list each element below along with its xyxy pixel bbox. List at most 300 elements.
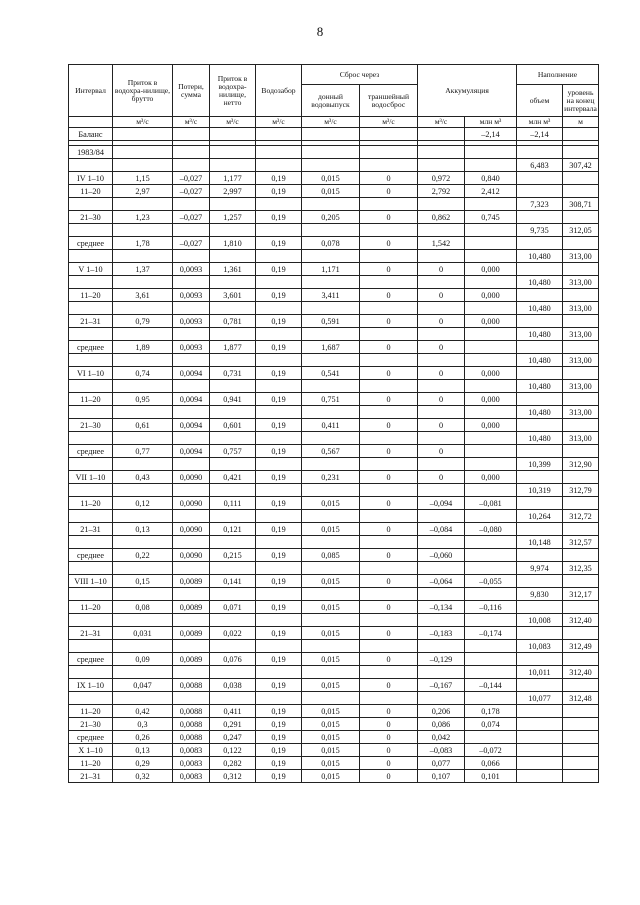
cell-level: 313,00 — [563, 328, 599, 341]
cell-volume-empty — [517, 172, 563, 185]
fill-row — [69, 198, 599, 211]
cell-empty — [256, 458, 302, 471]
cell-spillway: 0 — [360, 770, 418, 783]
cell-bottom-outlet: 3,411 — [302, 289, 360, 302]
unit-volume: млн м³ — [517, 117, 563, 128]
cell-empty — [69, 406, 113, 419]
cell-empty — [173, 224, 210, 237]
cell-empty — [465, 406, 517, 419]
cell-bottom-outlet: 0,015 — [302, 731, 360, 744]
unit-accum-vol: млн м³ — [465, 117, 517, 128]
cell-empty — [113, 640, 173, 653]
cell-inflow-net: 2,997 — [210, 185, 256, 198]
cell-interval: 11–20 — [69, 757, 113, 770]
cell-losses: 0,0093 — [173, 315, 210, 328]
cell-spillway: 0 — [360, 497, 418, 510]
cell-accum-flow: 0,862 — [418, 211, 465, 224]
cell-empty — [210, 614, 256, 627]
cell-losses: 0,0088 — [173, 679, 210, 692]
page-number: 8 — [316, 24, 324, 39]
cell-empty — [69, 458, 113, 471]
cell-withdrawal: 0,19 — [256, 341, 302, 354]
cell-volume-empty — [517, 237, 563, 250]
cell-spillway: 0 — [360, 393, 418, 406]
header-withdrawal: Водозабор — [256, 65, 302, 117]
cell-volume: 10,319 — [517, 484, 563, 497]
cell-losses: 0,0093 — [173, 263, 210, 276]
fill-row — [69, 614, 599, 627]
table-row — [69, 770, 599, 783]
cell-empty — [69, 302, 113, 315]
cell-losses: 0,0090 — [173, 497, 210, 510]
cell-empty — [173, 328, 210, 341]
cell-accum-vol — [465, 731, 517, 744]
cell-empty — [418, 432, 465, 445]
cell-bottom-outlet: 0,411 — [302, 419, 360, 432]
cell-accum-flow: 0,077 — [418, 757, 465, 770]
cell-empty — [418, 640, 465, 653]
cell-empty — [256, 328, 302, 341]
cell-empty — [256, 536, 302, 549]
cell-inflow-gross: 0,29 — [113, 757, 173, 770]
cell-empty — [418, 666, 465, 679]
cell-spillway: 0 — [360, 575, 418, 588]
fill-row — [69, 250, 599, 263]
cell-empty — [360, 666, 418, 679]
cell-level-empty — [563, 575, 599, 588]
cell-losses: 0,0090 — [173, 471, 210, 484]
table-row — [69, 757, 599, 770]
cell-empty — [69, 510, 113, 523]
cell-inflow-gross: 0,77 — [113, 445, 173, 458]
fill-row — [69, 484, 599, 497]
cell-empty — [256, 640, 302, 653]
cell-empty — [465, 458, 517, 471]
cell-empty — [173, 562, 210, 575]
cell-accum-flow: 0 — [418, 315, 465, 328]
cell-spillway: 0 — [360, 718, 418, 731]
cell-accum-vol — [465, 237, 517, 250]
cell-empty — [418, 198, 465, 211]
cell-empty — [465, 328, 517, 341]
cell-level: 312,72 — [563, 510, 599, 523]
cell-level-empty — [563, 549, 599, 562]
unit-accum-flow: м³/с — [418, 117, 465, 128]
cell-spillway: 0 — [360, 263, 418, 276]
cell-interval: VII 1–10 — [69, 471, 113, 484]
cell-empty — [418, 328, 465, 341]
cell-volume: 10,480 — [517, 432, 563, 445]
cell-withdrawal: 0,19 — [256, 627, 302, 640]
cell-empty — [302, 328, 360, 341]
cell-volume-empty — [517, 315, 563, 328]
cell-losses: –0,027 — [173, 185, 210, 198]
reservoir-balance-table — [68, 64, 599, 783]
cell-volume: 10,480 — [517, 354, 563, 367]
fill-row — [69, 159, 599, 172]
cell-volume: 10,480 — [517, 302, 563, 315]
balance-label: Баланс — [69, 128, 113, 141]
cell-level-empty — [563, 445, 599, 458]
cell-empty — [302, 614, 360, 627]
cell-inflow-net: 0,215 — [210, 549, 256, 562]
fill-row — [69, 536, 599, 549]
table-row — [69, 627, 599, 640]
cell-withdrawal: 0,19 — [256, 367, 302, 380]
cell-empty — [465, 432, 517, 445]
cell-empty — [302, 250, 360, 263]
cell-empty — [465, 640, 517, 653]
cell-empty — [256, 224, 302, 237]
unit-withdrawal: м³/с — [256, 117, 302, 128]
cell-accum-vol: 0,000 — [465, 419, 517, 432]
balance-volume: –2,14 — [517, 128, 563, 141]
cell-empty — [360, 510, 418, 523]
cell-empty — [173, 250, 210, 263]
table-row — [69, 263, 599, 276]
cell-empty — [302, 588, 360, 601]
cell-empty — [210, 224, 256, 237]
cell-bottom-outlet: 0,015 — [302, 757, 360, 770]
cell-losses: 0,0089 — [173, 575, 210, 588]
cell-empty — [302, 380, 360, 393]
cell-empty — [113, 354, 173, 367]
cell-empty — [210, 510, 256, 523]
cell-empty — [465, 302, 517, 315]
cell-level-empty — [563, 237, 599, 250]
cell-empty — [360, 536, 418, 549]
cell-empty — [210, 406, 256, 419]
cell-bottom-outlet: 0,015 — [302, 705, 360, 718]
cell-volume-empty — [517, 471, 563, 484]
cell-empty — [210, 250, 256, 263]
cell-accum-flow: –0,183 — [418, 627, 465, 640]
fill-row — [69, 380, 599, 393]
cell-level-empty — [563, 653, 599, 666]
cell-accum-vol: –0,072 — [465, 744, 517, 757]
cell-losses: 0,0088 — [173, 705, 210, 718]
cell-volume-empty — [517, 263, 563, 276]
cell-interval: 21–30 — [69, 718, 113, 731]
cell-volume: 7,323 — [517, 198, 563, 211]
cell-withdrawal: 0,19 — [256, 445, 302, 458]
cell-empty — [210, 159, 256, 172]
cell-empty — [256, 692, 302, 705]
cell-spillway: 0 — [360, 627, 418, 640]
cell-accum-flow: 0 — [418, 393, 465, 406]
cell-empty — [465, 588, 517, 601]
cell-accum-flow: 0,972 — [418, 172, 465, 185]
cell-spillway: 0 — [360, 523, 418, 536]
cell-level: 308,71 — [563, 198, 599, 211]
cell-empty — [210, 276, 256, 289]
fill-row — [69, 510, 599, 523]
cell-accum-vol: 0,101 — [465, 770, 517, 783]
cell-withdrawal: 0,19 — [256, 315, 302, 328]
cell-volume-empty — [517, 497, 563, 510]
cell-empty — [360, 302, 418, 315]
cell-accum-flow: 0 — [418, 419, 465, 432]
cell-spillway: 0 — [360, 653, 418, 666]
cell-spillway: 0 — [360, 744, 418, 757]
cell-inflow-net: 0,022 — [210, 627, 256, 640]
fill-row — [69, 328, 599, 341]
cell-interval: IV 1–10 — [69, 172, 113, 185]
cell-inflow-net: 3,601 — [210, 289, 256, 302]
cell-inflow-net: 1,257 — [210, 211, 256, 224]
cell-interval: 21–31 — [69, 315, 113, 328]
cell-bottom-outlet: 0,085 — [302, 549, 360, 562]
cell-spillway: 0 — [360, 705, 418, 718]
cell-inflow-net: 0,038 — [210, 679, 256, 692]
cell-level-empty — [563, 757, 599, 770]
table-row — [69, 393, 599, 406]
cell-empty — [302, 666, 360, 679]
cell-inflow-gross: 0,3 — [113, 718, 173, 731]
cell-inflow-gross: 1,89 — [113, 341, 173, 354]
cell-bottom-outlet: 0,541 — [302, 367, 360, 380]
cell-empty — [173, 380, 210, 393]
cell-accum-flow: 2,792 — [418, 185, 465, 198]
cell-level: 312,17 — [563, 588, 599, 601]
cell-empty — [360, 224, 418, 237]
cell-accum-flow: –0,064 — [418, 575, 465, 588]
cell-withdrawal: 0,19 — [256, 172, 302, 185]
cell-empty — [69, 588, 113, 601]
cell-inflow-net: 0,941 — [210, 393, 256, 406]
cell-empty — [173, 640, 210, 653]
fill-row — [69, 458, 599, 471]
cell-volume-empty — [517, 445, 563, 458]
cell-empty — [465, 380, 517, 393]
cell-empty — [210, 536, 256, 549]
balance-accum: –2,14 — [465, 128, 517, 141]
cell-level-empty — [563, 172, 599, 185]
cell-interval: VIII 1–10 — [69, 575, 113, 588]
cell-accum-flow: 0,042 — [418, 731, 465, 744]
cell-inflow-net: 0,731 — [210, 367, 256, 380]
cell-inflow-gross: 0,12 — [113, 497, 173, 510]
fill-row — [69, 588, 599, 601]
table-row — [69, 315, 599, 328]
cell-withdrawal: 0,19 — [256, 718, 302, 731]
cell-level-empty — [563, 679, 599, 692]
cell-accum-vol: 0,066 — [465, 757, 517, 770]
cell-spillway: 0 — [360, 445, 418, 458]
cell-inflow-gross: 0,22 — [113, 549, 173, 562]
cell-volume: 6,483 — [517, 159, 563, 172]
cell-accum-flow: 0,107 — [418, 770, 465, 783]
cell-empty — [69, 276, 113, 289]
cell-empty — [418, 588, 465, 601]
year-label: 1983/84 — [69, 146, 113, 159]
fill-row — [69, 640, 599, 653]
cell-empty — [173, 354, 210, 367]
cell-withdrawal: 0,19 — [256, 731, 302, 744]
cell-accum-flow: –0,167 — [418, 679, 465, 692]
cell-empty — [418, 692, 465, 705]
cell-level: 313,00 — [563, 354, 599, 367]
cell-empty — [360, 692, 418, 705]
table-row — [69, 523, 599, 536]
fill-row — [69, 406, 599, 419]
cell-empty — [360, 328, 418, 341]
cell-volume: 9,830 — [517, 588, 563, 601]
cell-empty — [465, 510, 517, 523]
cell-volume-empty — [517, 211, 563, 224]
cell-losses: 0,0089 — [173, 653, 210, 666]
cell-empty — [69, 198, 113, 211]
table-row — [69, 575, 599, 588]
cell-empty — [465, 198, 517, 211]
cell-accum-vol: –0,055 — [465, 575, 517, 588]
cell-empty — [256, 406, 302, 419]
cell-volume: 10,480 — [517, 276, 563, 289]
cell-empty — [302, 692, 360, 705]
cell-volume-empty — [517, 601, 563, 614]
cell-empty — [465, 536, 517, 549]
cell-level-empty — [563, 367, 599, 380]
cell-empty — [256, 354, 302, 367]
cell-level-empty — [563, 315, 599, 328]
cell-empty — [256, 250, 302, 263]
cell-empty — [256, 276, 302, 289]
cell-empty — [302, 354, 360, 367]
cell-accum-vol: 0,745 — [465, 211, 517, 224]
cell-inflow-gross: 0,42 — [113, 705, 173, 718]
cell-volume-empty — [517, 523, 563, 536]
cell-withdrawal: 0,19 — [256, 757, 302, 770]
cell-interval: среднее — [69, 237, 113, 250]
cell-inflow-net: 0,757 — [210, 445, 256, 458]
unit-spillway: м³/с — [360, 117, 418, 128]
cell-empty — [173, 588, 210, 601]
cell-inflow-net: 0,411 — [210, 705, 256, 718]
cell-level-empty — [563, 523, 599, 536]
cell-losses: 0,0094 — [173, 445, 210, 458]
cell-empty — [210, 458, 256, 471]
cell-spillway: 0 — [360, 315, 418, 328]
cell-empty — [465, 159, 517, 172]
table-row — [69, 653, 599, 666]
cell-interval: среднее — [69, 653, 113, 666]
cell-inflow-net: 0,111 — [210, 497, 256, 510]
header-interval: Интервал — [69, 65, 113, 117]
cell-volume: 10,480 — [517, 406, 563, 419]
cell-interval: среднее — [69, 341, 113, 354]
cell-empty — [418, 614, 465, 627]
cell-volume-empty — [517, 731, 563, 744]
cell-empty — [418, 484, 465, 497]
cell-accum-flow: –0,134 — [418, 601, 465, 614]
fill-row — [69, 354, 599, 367]
cell-accum-flow: 0 — [418, 445, 465, 458]
header-inflow-gross: Приток в водохра-нилище, брутто — [113, 65, 173, 117]
unit-blank — [69, 117, 113, 128]
cell-accum-vol: –0,174 — [465, 627, 517, 640]
cell-withdrawal: 0,19 — [256, 575, 302, 588]
cell-level-empty — [563, 263, 599, 276]
cell-empty — [69, 484, 113, 497]
cell-empty — [302, 198, 360, 211]
header-level-end: уровень на конец интервала — [563, 85, 599, 117]
cell-empty — [418, 562, 465, 575]
fill-row — [69, 432, 599, 445]
cell-accum-vol: 0,000 — [465, 289, 517, 302]
cell-empty — [210, 432, 256, 445]
cell-bottom-outlet: 0,015 — [302, 575, 360, 588]
cell-inflow-gross: 0,15 — [113, 575, 173, 588]
balance-row — [69, 128, 599, 141]
cell-accum-flow: 0 — [418, 367, 465, 380]
cell-losses: 0,0090 — [173, 523, 210, 536]
cell-accum-flow: 0,086 — [418, 718, 465, 731]
cell-inflow-net: 0,781 — [210, 315, 256, 328]
cell-level-empty — [563, 705, 599, 718]
cell-losses: 0,0089 — [173, 627, 210, 640]
cell-bottom-outlet: 0,015 — [302, 744, 360, 757]
cell-empty — [418, 354, 465, 367]
cell-empty — [302, 224, 360, 237]
cell-losses: 0,0090 — [173, 549, 210, 562]
cell-inflow-gross: 0,43 — [113, 471, 173, 484]
unit-inflow-gross: м³/с — [113, 117, 173, 128]
cell-empty — [113, 666, 173, 679]
header-bottom-outlet: донный водовыпуск — [302, 85, 360, 117]
cell-empty — [256, 198, 302, 211]
cell-empty — [173, 614, 210, 627]
cell-volume: 10,264 — [517, 510, 563, 523]
cell-inflow-gross: 0,13 — [113, 744, 173, 757]
cell-empty — [418, 380, 465, 393]
cell-interval: IX 1–10 — [69, 679, 113, 692]
cell-empty — [113, 432, 173, 445]
cell-losses: 0,0083 — [173, 770, 210, 783]
cell-empty — [360, 198, 418, 211]
table-row — [69, 679, 599, 692]
cell-empty — [113, 276, 173, 289]
cell-empty — [256, 159, 302, 172]
cell-empty — [210, 198, 256, 211]
cell-losses: 0,0094 — [173, 419, 210, 432]
cell-accum-flow: 1,542 — [418, 237, 465, 250]
cell-empty — [113, 484, 173, 497]
cell-empty — [418, 276, 465, 289]
cell-empty — [113, 224, 173, 237]
cell-level: 312,40 — [563, 666, 599, 679]
cell-empty — [173, 458, 210, 471]
cell-level-empty — [563, 289, 599, 302]
cell-empty — [173, 432, 210, 445]
header-volume: объем — [517, 85, 563, 117]
cell-spillway: 0 — [360, 549, 418, 562]
cell-empty — [113, 406, 173, 419]
cell-inflow-net: 0,122 — [210, 744, 256, 757]
cell-empty — [302, 484, 360, 497]
cell-inflow-net: 0,421 — [210, 471, 256, 484]
cell-empty — [69, 692, 113, 705]
cell-empty — [302, 536, 360, 549]
cell-level: 312,40 — [563, 614, 599, 627]
cell-accum-flow: 0 — [418, 471, 465, 484]
cell-level-empty — [563, 185, 599, 198]
cell-volume-empty — [517, 718, 563, 731]
cell-interval: 21–31 — [69, 523, 113, 536]
cell-level-empty — [563, 744, 599, 757]
cell-empty — [302, 159, 360, 172]
cell-empty — [113, 510, 173, 523]
cell-accum-vol: –0,081 — [465, 497, 517, 510]
